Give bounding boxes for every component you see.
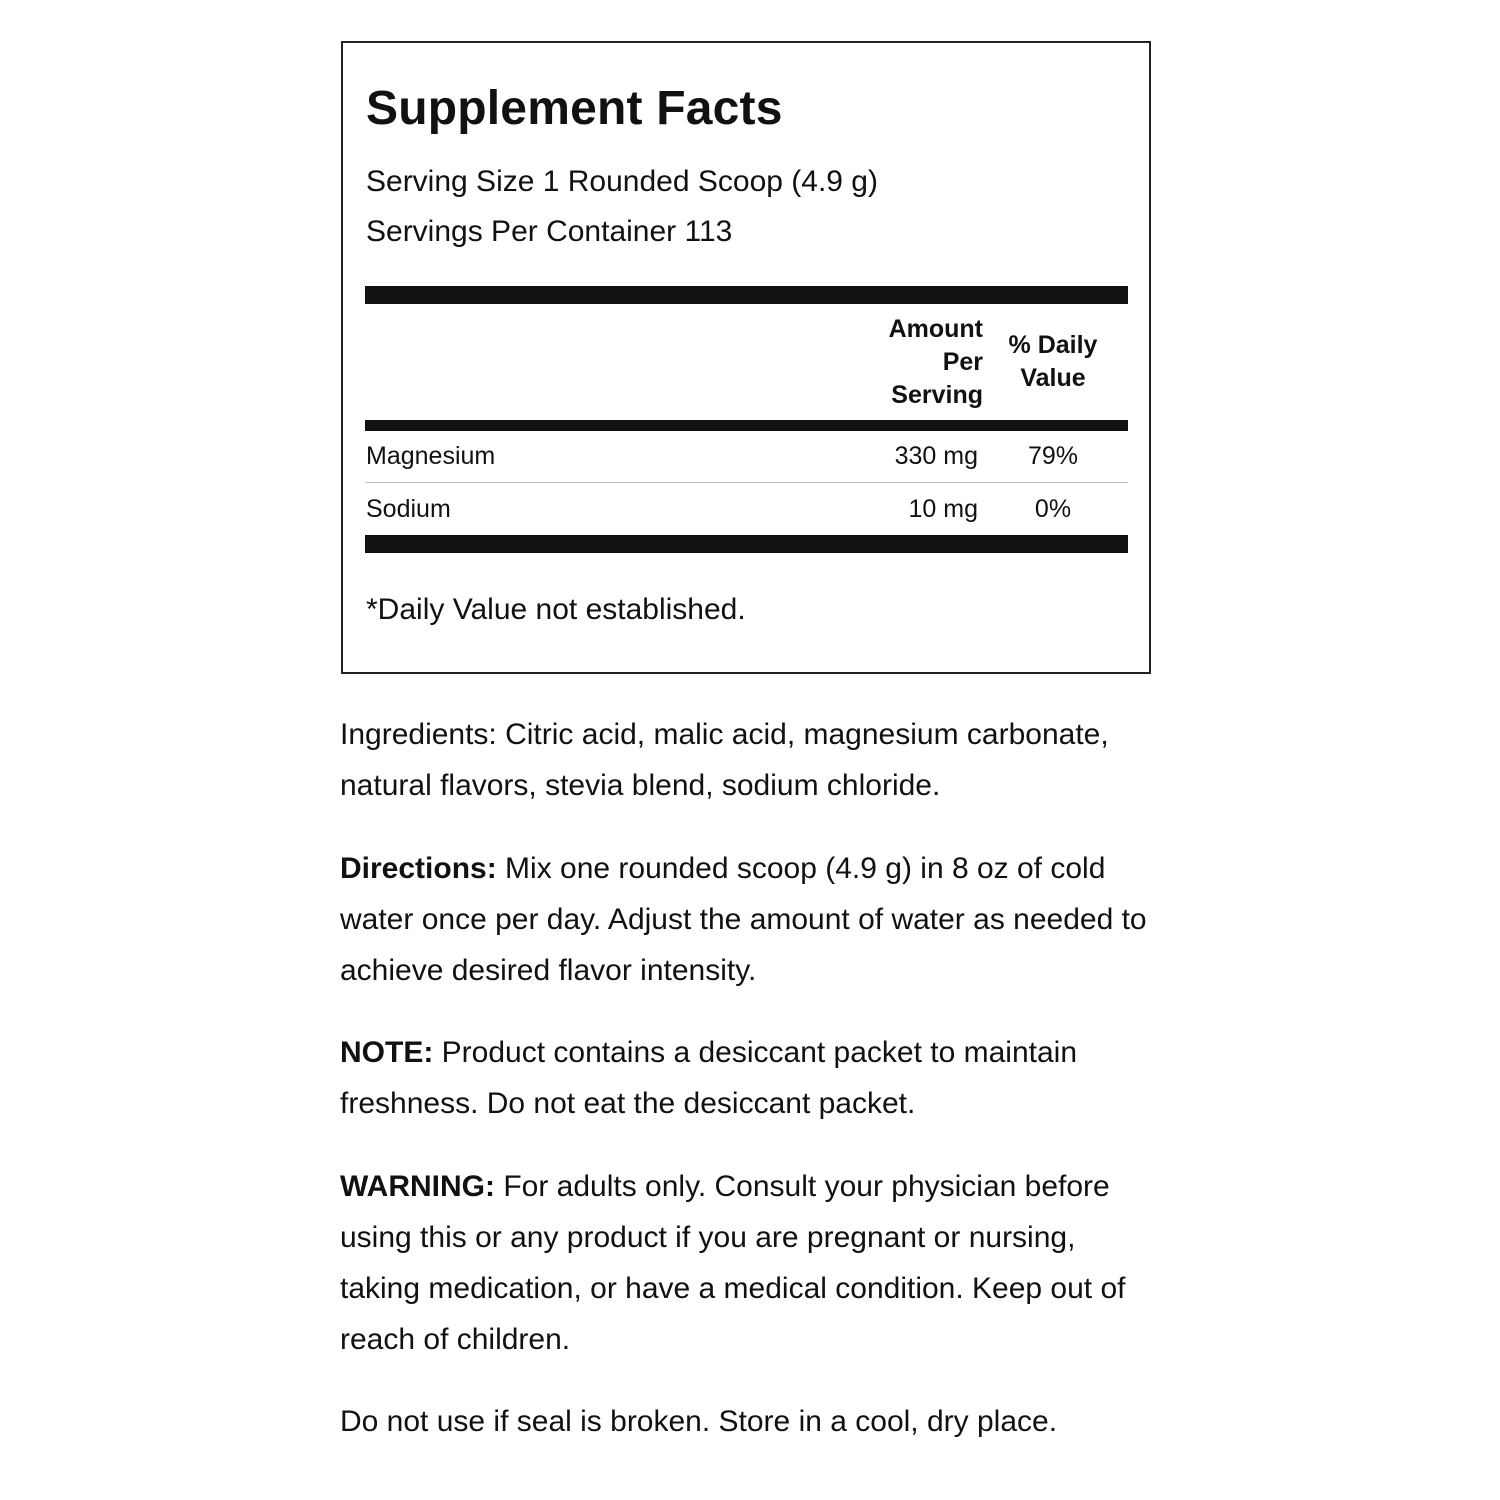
note-paragraph bbox=[340, 1027, 1160, 1129]
nutrient-row bbox=[343, 438, 1149, 478]
supplement-facts-title: Supplement Facts bbox=[366, 82, 783, 135]
nutrient-amount: 10 mg bbox=[908, 495, 978, 523]
storage-text: Do not use if seal is broken. Store in a cool, dry place. bbox=[340, 1405, 1058, 1438]
note-text: Product contains a desiccant packet to maintain freshness. Do not eat the desiccant packet. bbox=[340, 1036, 1078, 1120]
daily-value-footnote: *Daily Value not established. bbox=[366, 593, 746, 626]
ingredients-paragraph bbox=[340, 709, 1160, 811]
warning-paragraph bbox=[340, 1161, 1160, 1365]
serving-size: Serving Size 1 Rounded Scoop (4.9 g) bbox=[366, 165, 878, 198]
nutrient-row bbox=[343, 491, 1149, 531]
row-divider bbox=[365, 482, 1128, 483]
servings-per-container: Servings Per Container 113 bbox=[366, 215, 733, 248]
header-divider bbox=[365, 420, 1128, 431]
nutrient-name: Magnesium bbox=[366, 442, 496, 470]
warning-text: For adults only. Consult your physician before using this or any product if you are pregnant or nursing, taking medication, or have a medical condition. Keep out of reach of children. bbox=[340, 1170, 1126, 1356]
directions-paragraph bbox=[340, 843, 1160, 996]
daily-value-header: % Daily Value bbox=[1008, 331, 1098, 392]
nutrient-name: Sodium bbox=[366, 495, 451, 523]
thick-divider-top bbox=[365, 286, 1128, 304]
nutrient-amount: 330 mg bbox=[894, 442, 978, 470]
note-label: NOTE: bbox=[340, 1036, 434, 1069]
nutrient-daily-value: 79% bbox=[1027, 442, 1079, 470]
ingredients-text: Ingredients: Citric acid, malic acid, magnesium carbonate, natural flavors, stevia blend, sodium chloride. bbox=[340, 718, 1109, 802]
warning-label: WARNING: bbox=[340, 1170, 495, 1203]
supplement-facts-panel bbox=[341, 41, 1151, 674]
nutrient-daily-value: 0% bbox=[1034, 495, 1072, 523]
storage-paragraph bbox=[340, 1396, 1160, 1447]
amount-per-serving-header: Amount Per Serving bbox=[888, 315, 983, 409]
directions-text: Mix one rounded scoop (4.9 g) in 8 oz of cold water once per day. Adjust the amount of water as needed to achieve desired flavor intensity. bbox=[340, 852, 1147, 987]
thick-divider-bottom bbox=[365, 535, 1128, 553]
directions-label: Directions: bbox=[340, 852, 497, 885]
